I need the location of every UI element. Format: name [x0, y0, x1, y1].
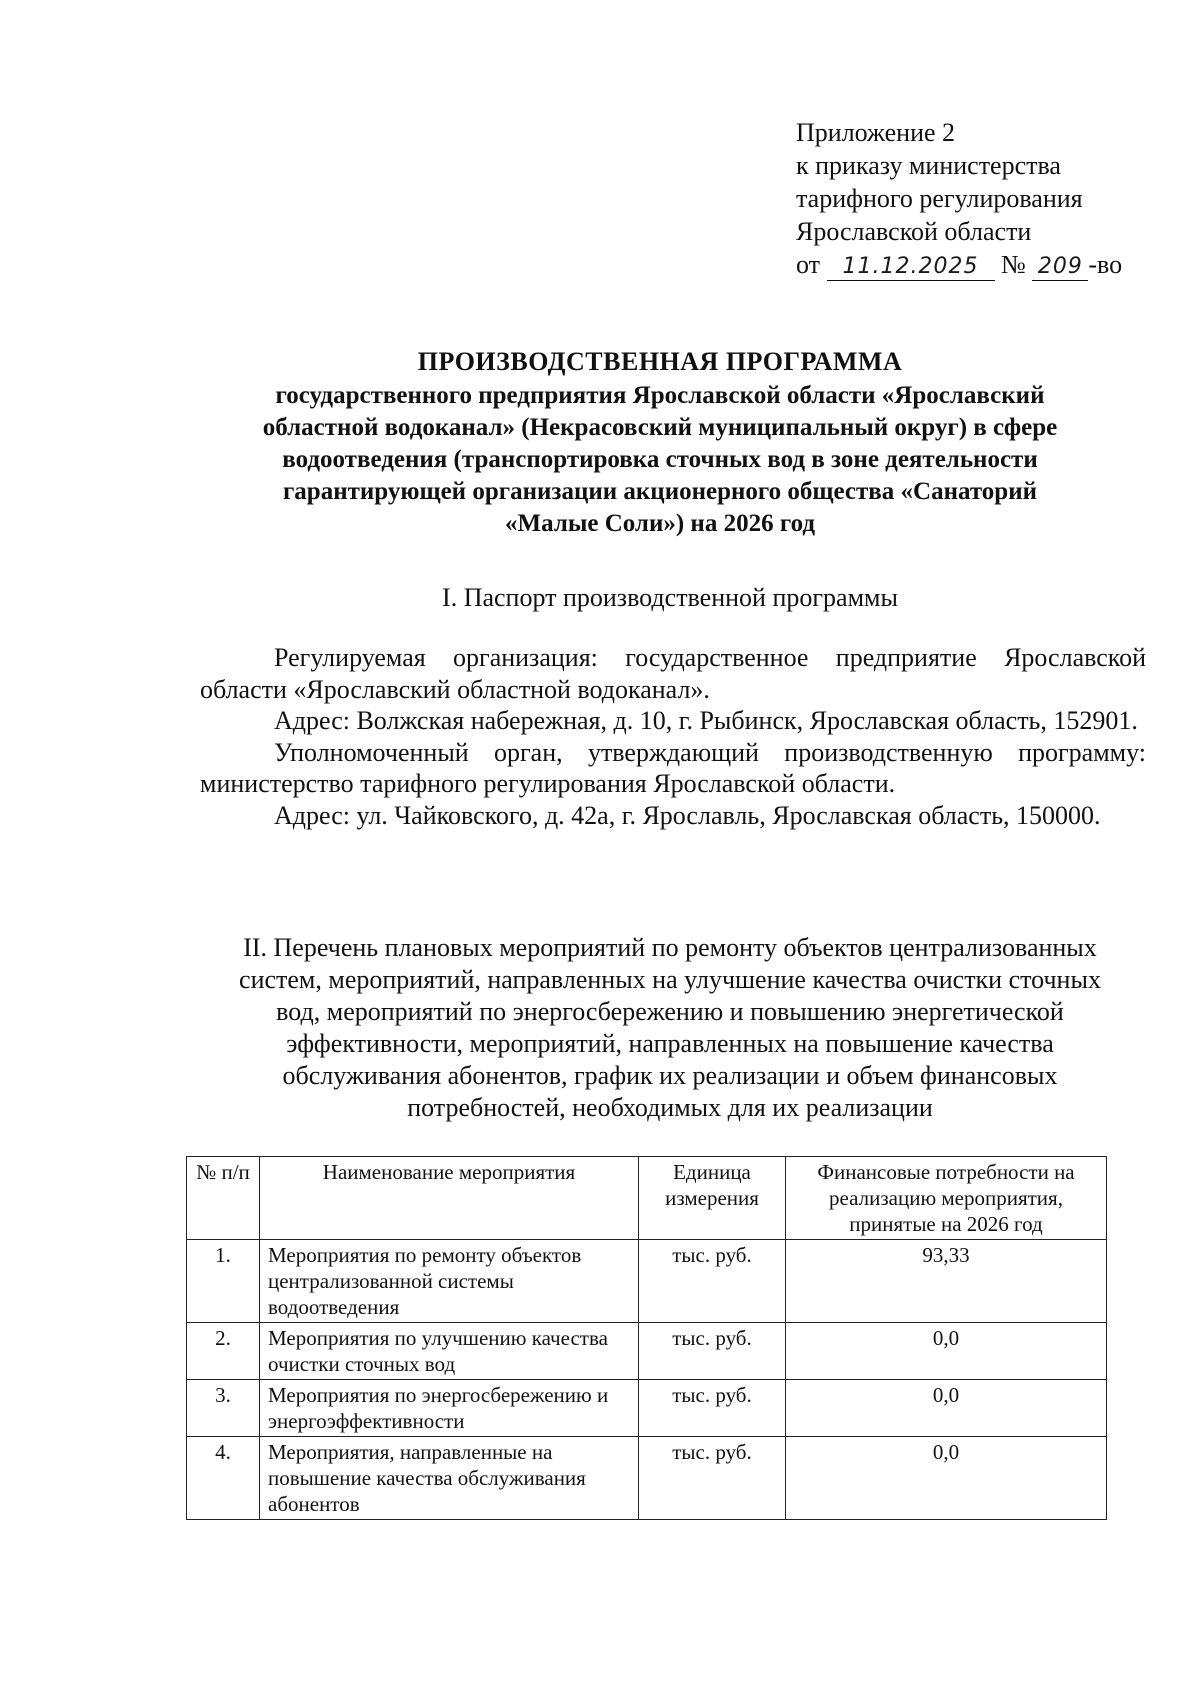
header-num: № п/п	[187, 1157, 260, 1240]
row-value: 0,0	[786, 1437, 1107, 1520]
row-name: Мероприятия, направленные на повышение качества обслуживания абонентов	[260, 1437, 639, 1520]
handwritten-number: 209	[1032, 254, 1088, 281]
row-unit: тыс. руб.	[639, 1437, 786, 1520]
row-name: Мероприятия по энергосбережению и энергоэффективности	[260, 1380, 639, 1437]
section-2-line-5: обслуживания абонентов, график их реализации и объем финансовых	[282, 1061, 1058, 1090]
header-finance: Финансовые потребности на реализацию мероприятия, принятые на 2026 год	[786, 1157, 1107, 1240]
title-line-3: водоотведения (транспортировка сточных вод в зоне деятельности	[282, 446, 1038, 473]
appendix-line-2: к приказу министерства	[796, 151, 1061, 180]
from-label: от	[796, 250, 821, 279]
row-num: 1.	[187, 1240, 260, 1323]
title-main: ПРОИЗВОДСТВЕННАЯ ПРОГРАММА	[417, 347, 903, 376]
passport-authority-address: Адрес: ул. Чайковского, д. 42а, г. Ярославль, Ярославская область, 150000.	[274, 800, 1101, 830]
table-header-row	[187, 1157, 1107, 1240]
table-row	[187, 1380, 1107, 1437]
title-line-4: гарантирующей организации акционерного общества «Санаторий	[282, 478, 1038, 505]
table-row	[187, 1240, 1107, 1323]
row-value: 0,0	[786, 1323, 1107, 1380]
section-2-line-2: систем, мероприятий, направленных на улучшение качества очистки сточных	[239, 965, 1101, 994]
program-title	[190, 346, 1130, 540]
header-unit: Единица измерения	[639, 1157, 786, 1240]
row-num: 4.	[187, 1437, 260, 1520]
handwritten-date: 11.12.2025	[827, 254, 995, 281]
section-2-line-4: эффективности, мероприятий, направленных на повышение качества	[286, 1029, 1054, 1058]
row-name: Мероприятия по ремонту объектов централизованной системы водоотведения	[260, 1240, 639, 1323]
activities-table	[186, 1156, 1107, 1520]
order-suffix: -во	[1088, 250, 1123, 279]
row-name: Мероприятия по улучшению качества очистки сточных вод	[260, 1323, 639, 1380]
appendix-line-1: Приложение 2	[796, 118, 956, 147]
section-1-heading: I. Паспорт производственной программы	[442, 583, 898, 612]
passport-organization-address: Адрес: Волжская набережная, д. 10, г. Рыбинск, Ярославская область, 152901.	[274, 706, 1138, 735]
number-sign: №	[1001, 250, 1026, 279]
row-unit: тыс. руб.	[639, 1323, 786, 1380]
appendix-line-3: тарифного регулирования	[796, 184, 1083, 213]
appendix-block	[796, 116, 1122, 281]
row-value: 0,0	[786, 1380, 1107, 1437]
row-value: 93,33	[786, 1240, 1107, 1323]
header-name: Наименование мероприятия	[260, 1157, 639, 1240]
row-num: 3.	[187, 1380, 260, 1437]
title-line-5: «Малые Соли») на 2026 год	[505, 510, 815, 537]
section-2-line-3: вод, мероприятий по энергосбережению и повышению энергетической	[276, 997, 1064, 1026]
appendix-order-line	[796, 248, 1122, 281]
appendix-line-4: Ярославской области	[796, 217, 1032, 246]
passport-organization: Регулируемая организация: государственное предприятие Ярославской области «Ярославский областной водоканал».	[200, 643, 1146, 704]
row-unit: тыс. руб.	[639, 1240, 786, 1323]
passport-section	[200, 642, 1146, 831]
table-row	[187, 1323, 1107, 1380]
section-2-line-6: потребностей, необходимых для их реализации	[407, 1093, 933, 1122]
title-line-1: государственного предприятия Ярославской области «Ярославский	[275, 382, 1045, 409]
passport-authority: Уполномоченный орган, утверждающий производственную программу: министерство тарифного регулирования Ярославской области.	[200, 737, 1146, 798]
row-num: 2.	[187, 1323, 260, 1380]
section-2-heading	[190, 932, 1150, 1124]
title-line-2: областной водоканал» (Некрасовский муниципальный округ) в сфере	[262, 414, 1058, 441]
section-2-line-1: II. Перечень плановых мероприятий по ремонту объектов централизованных	[243, 933, 1097, 962]
row-unit: тыс. руб.	[639, 1380, 786, 1437]
table-row	[187, 1437, 1107, 1520]
